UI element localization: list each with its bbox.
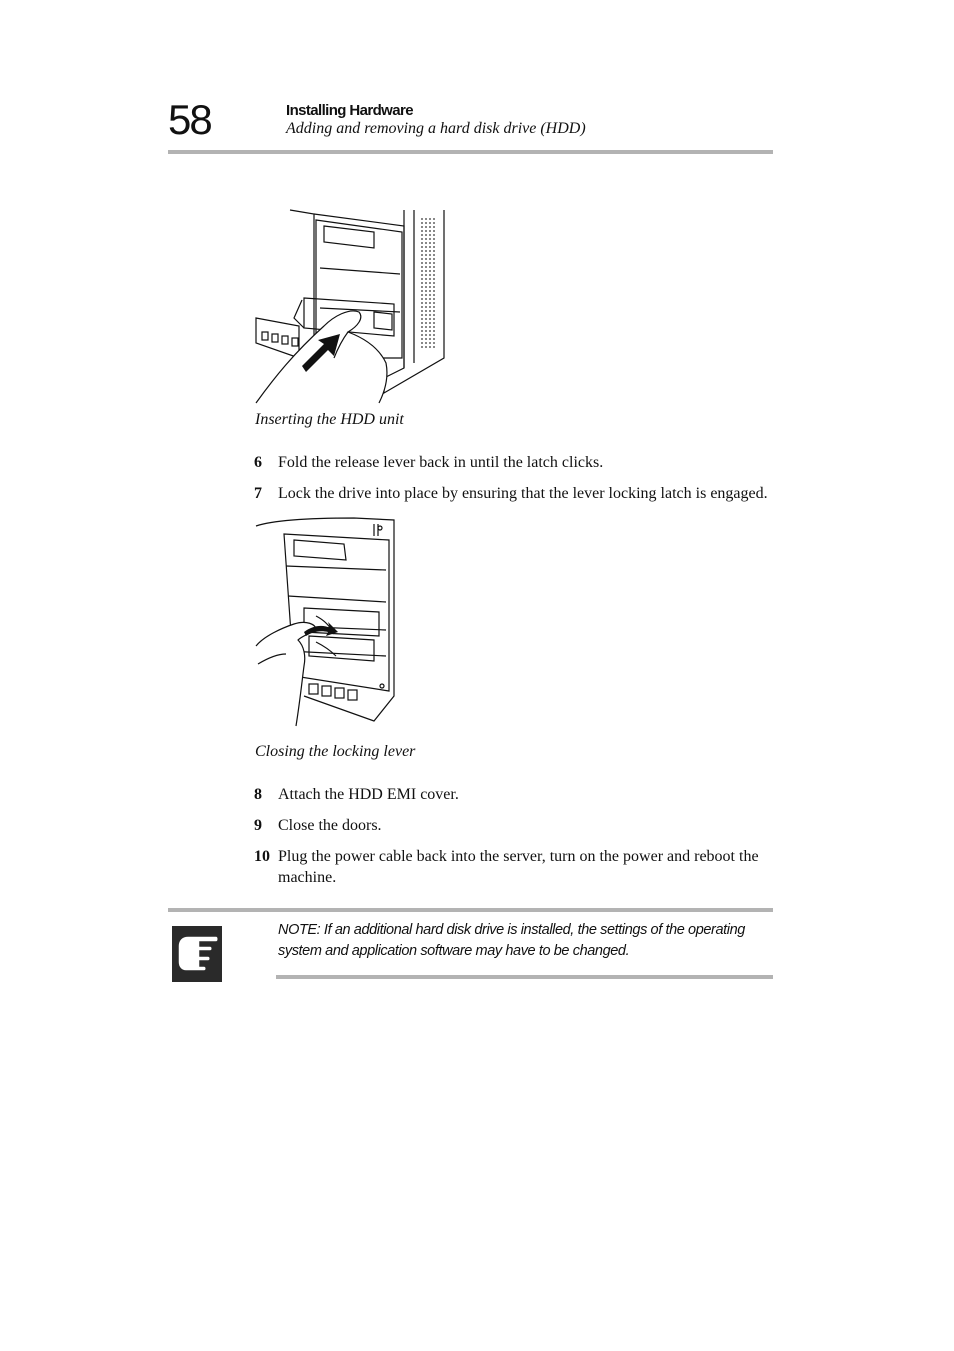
step-7	[254, 483, 774, 504]
step-number: 9	[254, 817, 262, 834]
pointing-hand-icon	[172, 926, 222, 982]
section-title: Adding and removing a hard disk drive (HDD)	[286, 120, 586, 137]
figure-caption-insert: Inserting the HDD unit	[255, 411, 404, 428]
step-8	[254, 784, 774, 805]
step-number: 7	[254, 485, 262, 502]
step-text: Close the doors.	[278, 817, 382, 834]
step-text: Plug the power cable back into the server, turn on the power and reboot the machine.	[278, 848, 759, 886]
header-rule	[168, 150, 773, 154]
step-10	[254, 846, 774, 888]
note-rule-top	[168, 908, 773, 912]
page-number: 58	[168, 96, 211, 143]
chapter-title: Installing Hardware	[286, 102, 413, 119]
step-6	[254, 452, 774, 473]
note-rule-bottom	[276, 975, 773, 979]
step-text: Fold the release lever back in until the latch clicks.	[278, 454, 604, 471]
step-text: Lock the drive into place by ensuring that the lever locking latch is engaged.	[278, 485, 768, 502]
step-number: 8	[254, 786, 262, 803]
step-number: 6	[254, 454, 262, 471]
locking-lever-illustration	[254, 516, 404, 738]
figure-caption-lever: Closing the locking lever	[255, 743, 416, 760]
hdd-insert-illustration	[254, 208, 449, 408]
step-9	[254, 815, 774, 836]
note-text: NOTE: If an additional hard disk drive is installed, the settings of the operating system and application software may have to be changed.	[278, 922, 745, 959]
step-text: Attach the HDD EMI cover.	[278, 786, 459, 803]
step-number: 10	[254, 848, 270, 865]
